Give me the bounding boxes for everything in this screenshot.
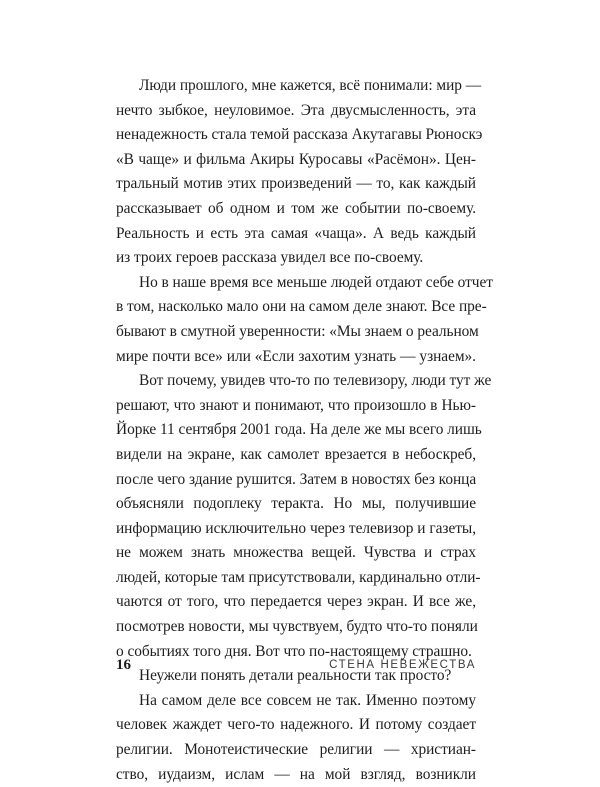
text-line: решают, что знают и понимают, что произошло в Нью- xyxy=(116,396,476,414)
text-line: Но в наше время все меньше людей отдают себе отчет xyxy=(139,273,493,291)
text-line: Реальность и есть эта самая «чаща». А ведь каждый xyxy=(116,224,476,242)
text-line: ненадежность стала темой рассказа Акутагавы Рюноскэ xyxy=(116,126,483,144)
body-text xyxy=(116,74,493,787)
text-line: рассказывает об одном и том же событии по-своему. xyxy=(116,199,476,217)
text-line: религии. Монотеистические религии — христиан- xyxy=(116,741,476,759)
text-line: видели на экране, как самолет врезается в небоскреб, xyxy=(116,445,476,463)
text-line: посмотрев новости, мы чувствуем, будто что-то поняли xyxy=(116,618,478,636)
text-line: бывают в смутной уверенности: «Мы знаем о реальном xyxy=(116,322,479,340)
text-line: не можем знать множества вещей. Чувства и страх xyxy=(116,544,476,562)
text-line: человек жаждет чего-то надежного. И потому создает xyxy=(116,716,476,734)
text-line: Йорке 11 сентября 2001 года. На деле же мы всего лишь xyxy=(116,421,482,439)
paragraph-2 xyxy=(116,271,493,369)
text-line: Люди прошлого, мне кажется, всё понимали: мир — xyxy=(139,77,482,94)
text-line: «В чаще» и фильма Акиры Куросавы «Расёмон». Цен- xyxy=(116,150,476,168)
text-line: Неужели понять детали реальности так просто? xyxy=(139,667,452,685)
text-line: тральный мотив этих произведений — то, как каждый xyxy=(116,175,476,193)
text-line: ство, иудаизм, ислам — на мой взгляд, возникли xyxy=(116,765,476,783)
running-title: СТЕНА НЕВЕЖЕСТВА xyxy=(329,659,476,671)
text-line: людей, которые там присутствовали, кардинально отли- xyxy=(116,568,481,586)
paragraph-3 xyxy=(116,369,492,664)
text-line: объясняли подоплеку теракта. Но мы, получившие xyxy=(116,495,476,513)
text-line: о событиях того дня. Вот что по-настоящему страшно. xyxy=(116,642,472,660)
page-number: 16 xyxy=(116,657,131,673)
text-line: мире почти все» или «Если захотим узнать — узнаем». xyxy=(116,347,476,365)
text-line: На самом деле все совсем не так. Именно поэтому xyxy=(139,691,476,709)
paragraph-1 xyxy=(116,74,483,271)
text-line: в том, насколько мало они на самом деле знают. Все пре- xyxy=(116,298,487,316)
page-footer xyxy=(116,657,476,677)
text-line: из троих героев рассказа увидел все по-своему. xyxy=(116,249,424,267)
text-line: нечто зыбкое, неуловимое. Эта двусмысленность, эта xyxy=(116,101,476,119)
text-line: чаются от того, что передается через экран. И все же, xyxy=(116,593,476,611)
text-line: информацию исключительно через телевизор и газеты, xyxy=(116,519,476,537)
text-line: после чего здание рушится. Затем в новостях без конца xyxy=(116,470,477,488)
text-line: Вот почему, увидев что-то по телевизору, люди тут же xyxy=(139,372,492,390)
paragraph-5 xyxy=(116,689,476,787)
